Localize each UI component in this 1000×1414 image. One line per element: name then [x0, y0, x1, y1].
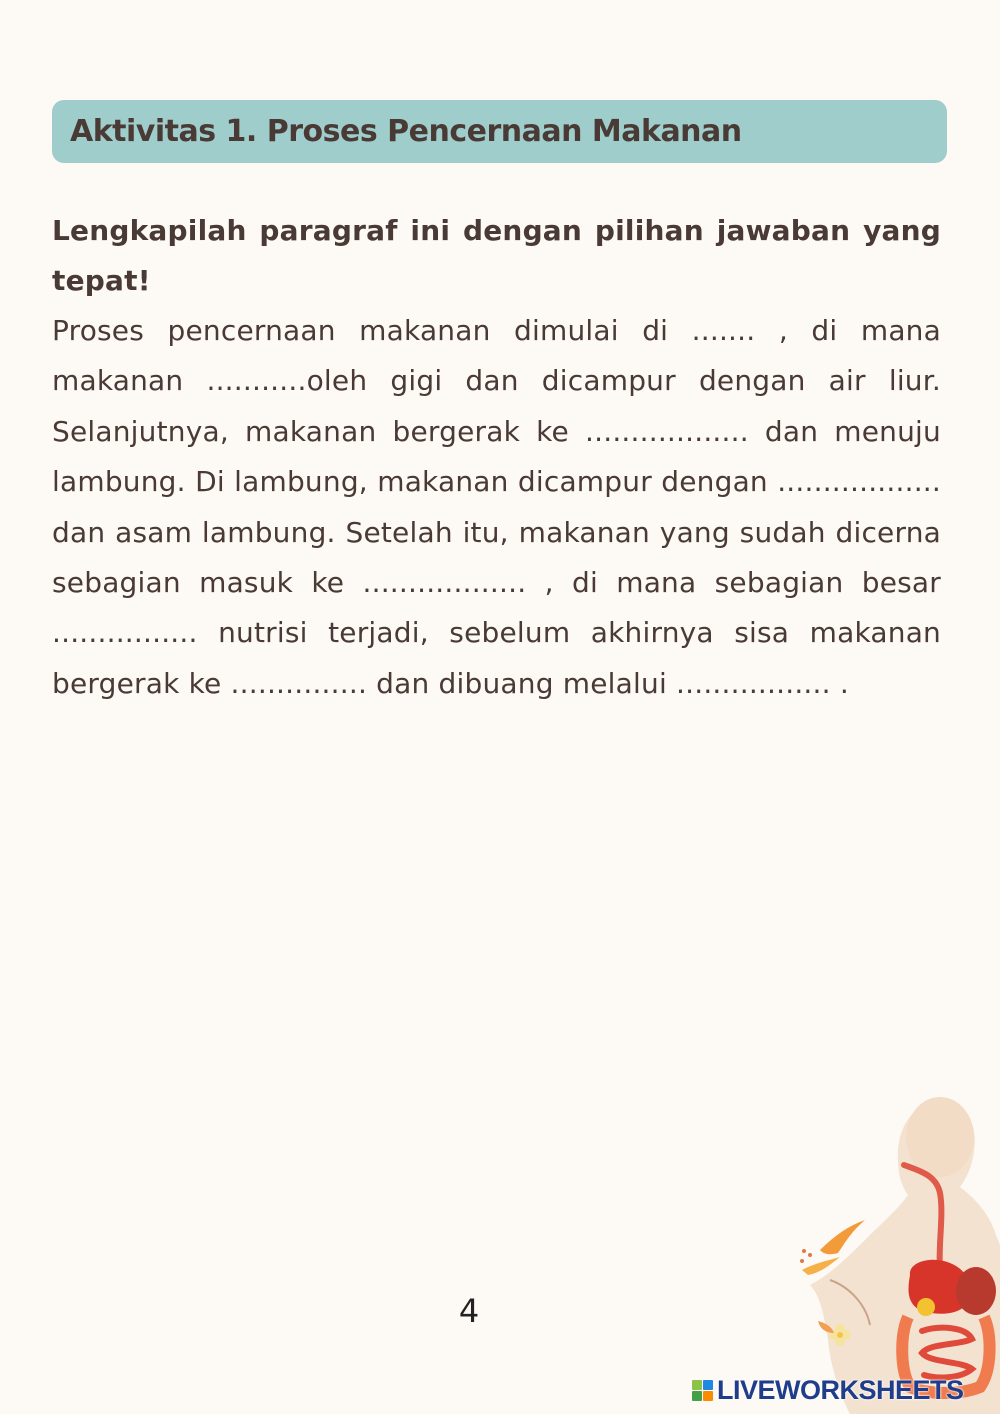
activity-title: Aktivitas 1. Proses Pencernaan Makanan: [70, 114, 742, 149]
instruction-text: Lengkapilah paragraf ini dengan pilihan jawaban yang tepat!: [52, 214, 941, 297]
digestive-system-illustration: [790, 1095, 1000, 1414]
particle-dot: [800, 1259, 804, 1263]
activity-title-bar: [52, 100, 947, 163]
head-shape: [906, 1097, 974, 1177]
liveworksheets-logo-icon: [692, 1380, 713, 1401]
watermark-text: LIVEWORKSHEETS: [717, 1374, 964, 1405]
page-number: 4: [458, 1292, 480, 1330]
liver-shape: [956, 1267, 996, 1315]
particle-dot: [808, 1253, 812, 1257]
fill-in-paragraph: Proses pencernaan makanan dimulai di ....... , di mana makanan ...........oleh gigi dan dicampur dengan air liur. Selanjutnya, makanan bergerak ke .................. dan menuju lambung. Di lambung, makanan dicampur dengan .................. dan asam lambung. Setelah itu, makanan yang sudah dicerna sebagian masuk ke .................. , di mana sebagian besar ................ nutrisi terjadi, sebelum akhirnya sisa makanan bergerak ke ............... dan dibuang melalui ................. .: [52, 314, 941, 700]
gallbladder-shape: [917, 1298, 935, 1316]
liveworksheets-watermark: [692, 1374, 964, 1406]
particle-dot: [802, 1249, 806, 1253]
worksheet-content: [52, 206, 941, 709]
